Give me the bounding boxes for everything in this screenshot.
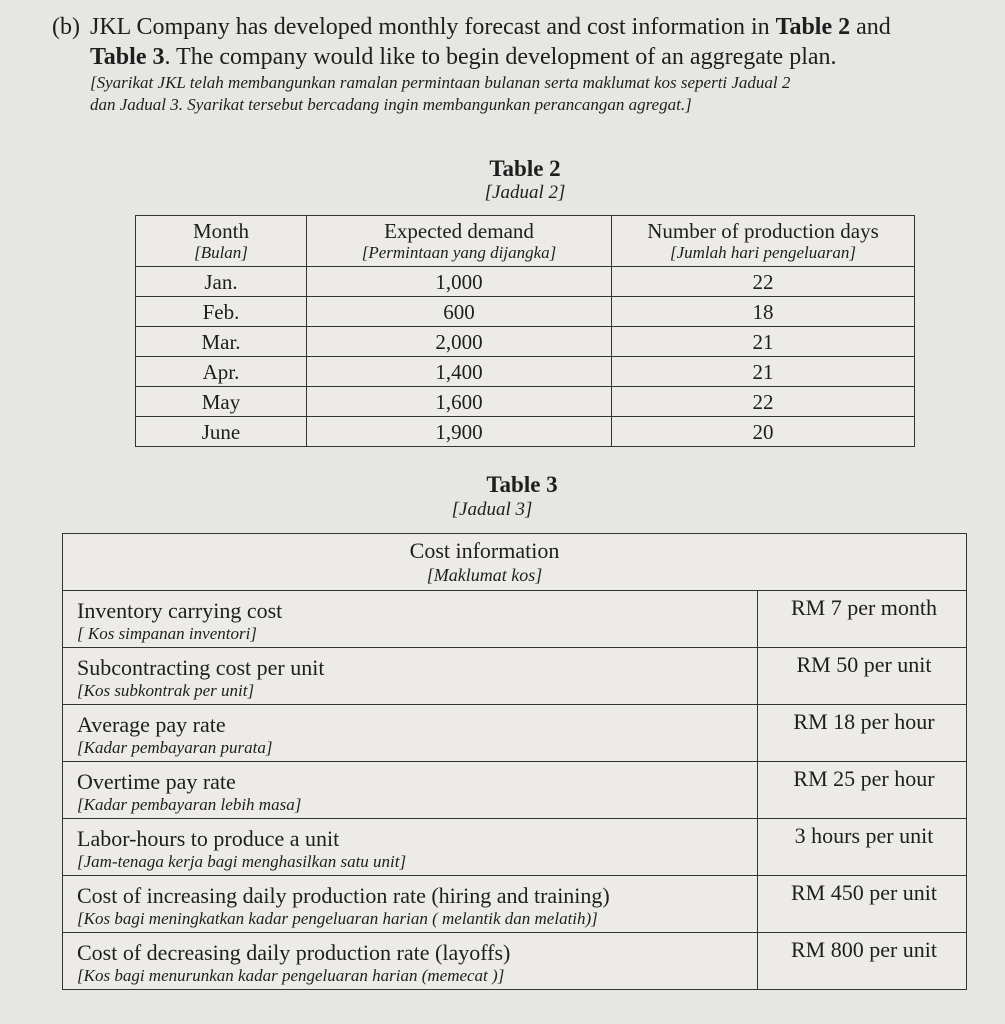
table2-production-forecast <box>135 215 915 447</box>
table3-title: Table 3 <box>486 472 558 497</box>
table2-demand-cell: 1,600 <box>307 387 612 417</box>
table3-header: Cost information [Maklumat kos] <box>63 534 967 591</box>
intro-text-1a: JKL Company has developed monthly forecast and cost information in <box>90 14 776 40</box>
table3-cost-information <box>62 533 967 990</box>
table2-days-cell: 21 <box>612 327 915 357</box>
table-row <box>136 327 915 357</box>
table2-demand-cell: 600 <box>307 297 612 327</box>
table-row <box>136 267 915 297</box>
cost-label-cell: Cost of decreasing daily production rate (layoffs) [Kos bagi menurunkan kadar pengeluaran harian (memecat )] <box>63 933 758 990</box>
table-row <box>136 417 915 447</box>
question-intro <box>52 12 952 116</box>
table2-days-cell: 21 <box>612 357 915 387</box>
cost-label-cell: Inventory carrying cost [ Kos simpanan inventori] <box>63 591 758 648</box>
cost-label-cell: Labor-hours to produce a unit [Jam-tenaga kerja bagi menghasilkan satu unit] <box>63 819 758 876</box>
cost-value-cell: RM 50 per unit <box>758 648 967 705</box>
table2-header-month: Month [Bulan] <box>136 216 307 267</box>
intro-ref-table3: Table 3 <box>90 44 165 70</box>
table2-header-demand: Expected demand [Permintaan yang dijangka] <box>307 216 612 267</box>
cost-label-cell: Cost of increasing daily production rate (hiring and training) [Kos bagi meningkatkan kadar pengeluaran harian ( melantik dan melatih)] <box>63 876 758 933</box>
table2-month-cell: Feb. <box>136 297 307 327</box>
intro-malay-2: dan Jadual 3. Syarikat tersebut bercadang ingin membangunkan perancangan agregat.] <box>90 95 692 114</box>
table-row <box>136 297 915 327</box>
cost-value-cell: RM 7 per month <box>758 591 967 648</box>
table-row <box>63 933 967 990</box>
cost-value-cell: 3 hours per unit <box>758 819 967 876</box>
intro-text-1c: and <box>850 14 891 40</box>
cost-value-cell: RM 25 per hour <box>758 762 967 819</box>
intro-malay-1: [Syarikat JKL telah membangunkan ramalan permintaan bulanan serta maklumat kos seperti Jadual 2 <box>90 73 791 92</box>
table2-month-cell: June <box>136 417 307 447</box>
intro-ref-table2: Table 2 <box>775 14 851 40</box>
table-row <box>63 876 967 933</box>
cost-value-cell: RM 800 per unit <box>758 933 967 990</box>
cost-value-cell: RM 18 per hour <box>758 705 967 762</box>
cost-label-cell: Overtime pay rate [Kadar pembayaran lebih masa] <box>63 762 758 819</box>
table2-title: Table 2 <box>489 156 561 181</box>
intro-line-1 <box>52 12 952 42</box>
table-row <box>63 648 967 705</box>
table2-days-cell: 20 <box>612 417 915 447</box>
table2-subtitle: [Jadual 2] <box>484 182 566 203</box>
table2-demand-cell: 1,000 <box>307 267 612 297</box>
table2-demand-cell: 1,400 <box>307 357 612 387</box>
table2-header-days: Number of production days [Jumlah hari pengeluaran] <box>612 216 915 267</box>
question-label: (b) <box>52 14 80 40</box>
cost-label-cell: Subcontracting cost per unit [Kos subkontrak per unit] <box>63 648 758 705</box>
table2-days-cell: 18 <box>612 297 915 327</box>
cost-label-cell: Average pay rate [Kadar pembayaran purata] <box>63 705 758 762</box>
table-row <box>136 357 915 387</box>
table2-month-cell: Jan. <box>136 267 307 297</box>
table-row <box>63 591 967 648</box>
table-row <box>63 819 967 876</box>
table3-subtitle: [Jadual 3] <box>451 499 533 520</box>
cost-value-cell: RM 450 per unit <box>758 876 967 933</box>
table3-header-row <box>63 534 967 591</box>
table-row <box>63 762 967 819</box>
table-row <box>63 705 967 762</box>
table2-month-cell: Apr. <box>136 357 307 387</box>
table2-days-cell: 22 <box>612 387 915 417</box>
table-row <box>136 387 915 417</box>
table2-demand-cell: 2,000 <box>307 327 612 357</box>
table2-month-cell: Mar. <box>136 327 307 357</box>
intro-line-2 <box>52 42 952 72</box>
table2-demand-cell: 1,900 <box>307 417 612 447</box>
table2-header-row <box>136 216 915 267</box>
table2-month-cell: May <box>136 387 307 417</box>
table2-days-cell: 22 <box>612 267 915 297</box>
intro-text-2b: . The company would like to begin development of an aggregate plan. <box>164 44 837 70</box>
